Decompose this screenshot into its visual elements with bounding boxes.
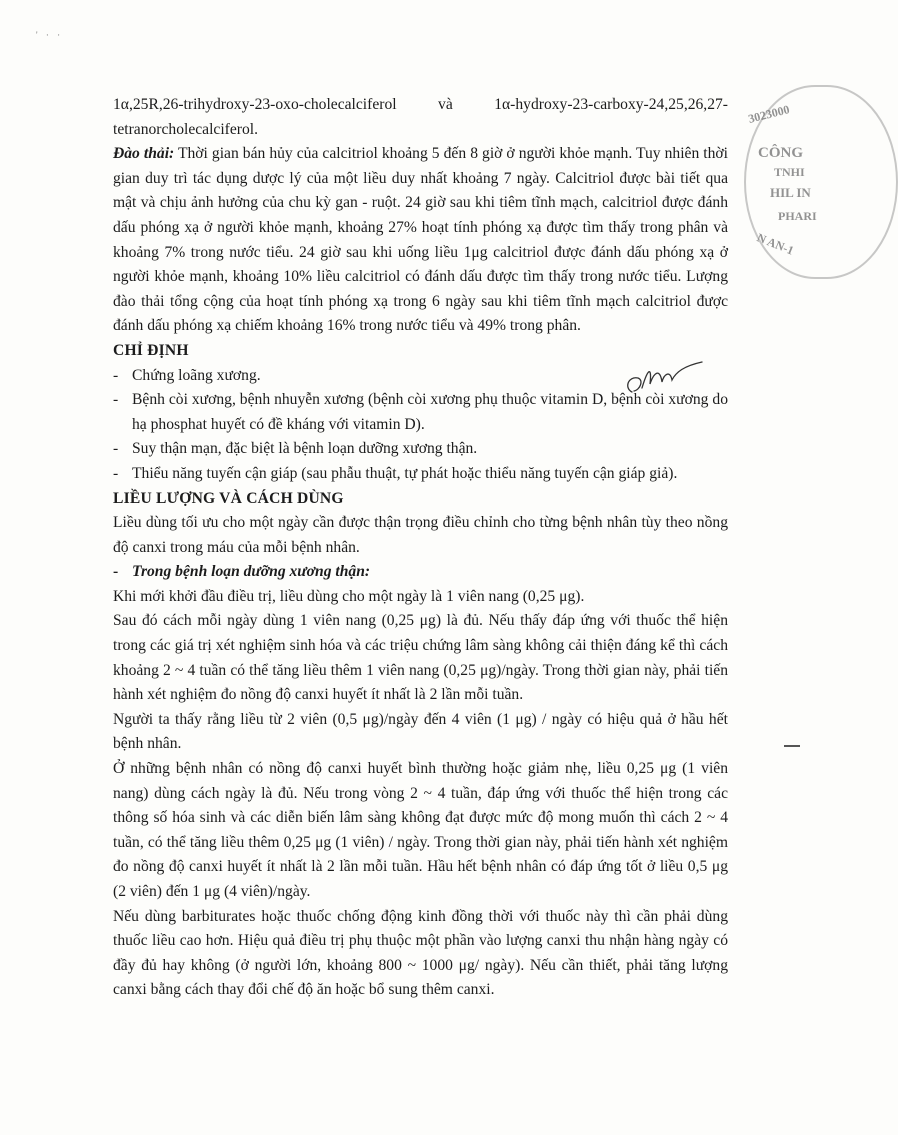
list-item: - Bệnh còi xương, bệnh nhuyễn xương (bệnh còi xương phụ thuộc vitamin D, bệnh còi xương do hạ phosphat huyết có đề kháng với vitamin D). <box>113 388 728 437</box>
metabolites-line-2: tetranorcholecalciferol. <box>113 120 259 138</box>
indications-list <box>113 364 728 487</box>
stamp-text-tnhh: TNHI <box>774 165 805 179</box>
dosage-heading: LIỀU LƯỢNG VÀ CÁCH DÙNG <box>113 489 344 507</box>
stamp-text-phar: PHARI <box>778 209 817 223</box>
list-item: - Suy thận mạn, đặc biệt là bệnh loạn dưỡng xương thận. <box>113 437 728 462</box>
elimination-label: Đào thải: <box>113 145 175 163</box>
stamp-text-code: 3023000 <box>746 102 791 126</box>
list-item: - Chứng loãng xương. <box>113 364 728 389</box>
corner-scan-mark: ' · · <box>36 30 64 40</box>
dosage-paragraph: Ở những bệnh nhân có nồng độ canxi huyết bình thường hoặc giảm nhẹ, liều 0,25 μg (1 viên nang) dùng cách ngày là đủ. Nếu trong vòng 2 ~ 4 tuần, đáp ứng với thuốc thể hiện trong các thông số hóa sinh và các diễn biến lâm sàng không đạt được mức độ mong muốn thì cách 2 ~ 4 tuần, có thể tăng liều thêm 0,25 μg (1 viên) / ngày. Trong thời gian này, phải tiến hành xét nghiệm đo nồng độ canxi huyết ít nhất là 2 lần mỗi tuần. Hầu hết bệnh nhân có đáp ứng tốt ở liều 0,5 μg (2 viên) đến 1 μg (4 viên)/ngày. <box>113 760 728 900</box>
scan-edge-mark <box>784 745 800 747</box>
company-stamp <box>744 85 840 285</box>
dosage-intro: Liều dùng tối ưu cho một ngày cần được thận trọng điều chỉnh cho từng bệnh nhân tùy theo nồng độ canxi trong máu của mỗi bệnh nhân. <box>113 514 728 556</box>
dosage-paragraph: Người ta thấy rằng liều từ 2 viên (0,5 μg)/ngày đến 4 viên (1 μg) / ngày có hiệu quả ở hầu hết bệnh nhân. <box>113 710 728 753</box>
conjunction-text: và <box>438 96 453 113</box>
stamp-text-cong: CÔNG <box>758 145 803 161</box>
dosage-paragraph: Khi mới khởi đầu điều trị, liều dùng cho một ngày là 1 viên nang (0,25 μg). <box>113 587 585 605</box>
list-item: - Thiểu năng tuyến cận giáp (sau phẫu thuật, tự phát hoặc thiểu năng tuyến cận giáp giả). <box>113 462 728 487</box>
stamp-text-hil: HIL IN <box>770 185 811 200</box>
metabolite-2: 1α-hydroxy-23-carboxy-24,25,26,27- <box>494 96 728 113</box>
renal-osteodystrophy-subheading: - Trong bệnh loạn dưỡng xương thận: <box>113 563 371 581</box>
metabolite-1: 1α,25R,26-trihydroxy-23-oxo-cholecalciferol <box>113 96 397 113</box>
leaflet-body <box>113 93 728 1003</box>
stamp-text-an: N AN-1 <box>754 230 796 258</box>
dosage-paragraph: Sau đó cách mỗi ngày dùng 1 viên nang (0,25 μg) là đủ. Nếu thấy đáp ứng với thuốc thể hiện trong các giá trị xét nghiệm sinh hóa và các triệu chứng lâm sàng không cải thiện đáng kể thì cách khoảng 2 ~ 4 tuần có thể tăng liều thêm 1 viên nang (0,25 μg)/ngày. Trong thời gian này, phải tiến hành xét nghiệm đo nồng độ canxi huyết ít nhất là 2 lần mỗi tuần. <box>113 612 728 704</box>
elimination-paragraph <box>113 142 728 339</box>
indications-heading: CHỈ ĐỊNH <box>113 341 189 359</box>
elimination-text: Thời gian bán hủy của calcitriol khoảng 5 đến 8 giờ ở người khỏe mạnh. Tuy nhiên thời gian duy trì tác dụng dược lý của một liều duy nhất khoảng 7 ngày. Calcitriol được bài tiết qua mật và chịu ảnh hưởng của chu kỳ gan - ruột. 24 giờ sau khi tiêm tĩnh mạch, calcitriol được đánh dấu phóng xạ ở người khỏe mạnh, khoảng 27% hoạt tính phóng xạ được tìm thấy trong phân và khoảng 7% trong nước tiểu. 24 giờ sau khi uống liều 1μg calcitriol được đánh dấu phóng xạ ở người khỏe mạnh, khoảng 10% liều calcitriol có đánh dấu được tìm thấy trong nước tiểu. Lượng đào thải tổng cộng của hoạt tính phóng xạ trong 6 ngày sau khi tiêm tĩnh mạch calcitriol được đánh dấu phóng xạ chiếm khoảng 16% trong nước tiểu và 49% trong phân. <box>113 145 728 335</box>
metabolites-line <box>113 93 728 118</box>
dosage-paragraph: Nếu dùng barbiturates hoặc thuốc chống động kinh đồng thời với thuốc này thì cần phải dùng thuốc liều cao hơn. Hiệu quả điều trị phụ thuộc một phần vào lượng canxi thu nhận hàng ngày có đầy đủ hay không (ở người lớn, khoảng 800 ~ 1000 μg/ ngày). Nếu cần thiết, phải tăng lượng canxi bằng cách thay đổi chế độ ăn hoặc bổ sung thêm canxi. <box>113 907 728 999</box>
subheading-text: Trong bệnh loạn dưỡng xương thận: <box>132 563 371 581</box>
